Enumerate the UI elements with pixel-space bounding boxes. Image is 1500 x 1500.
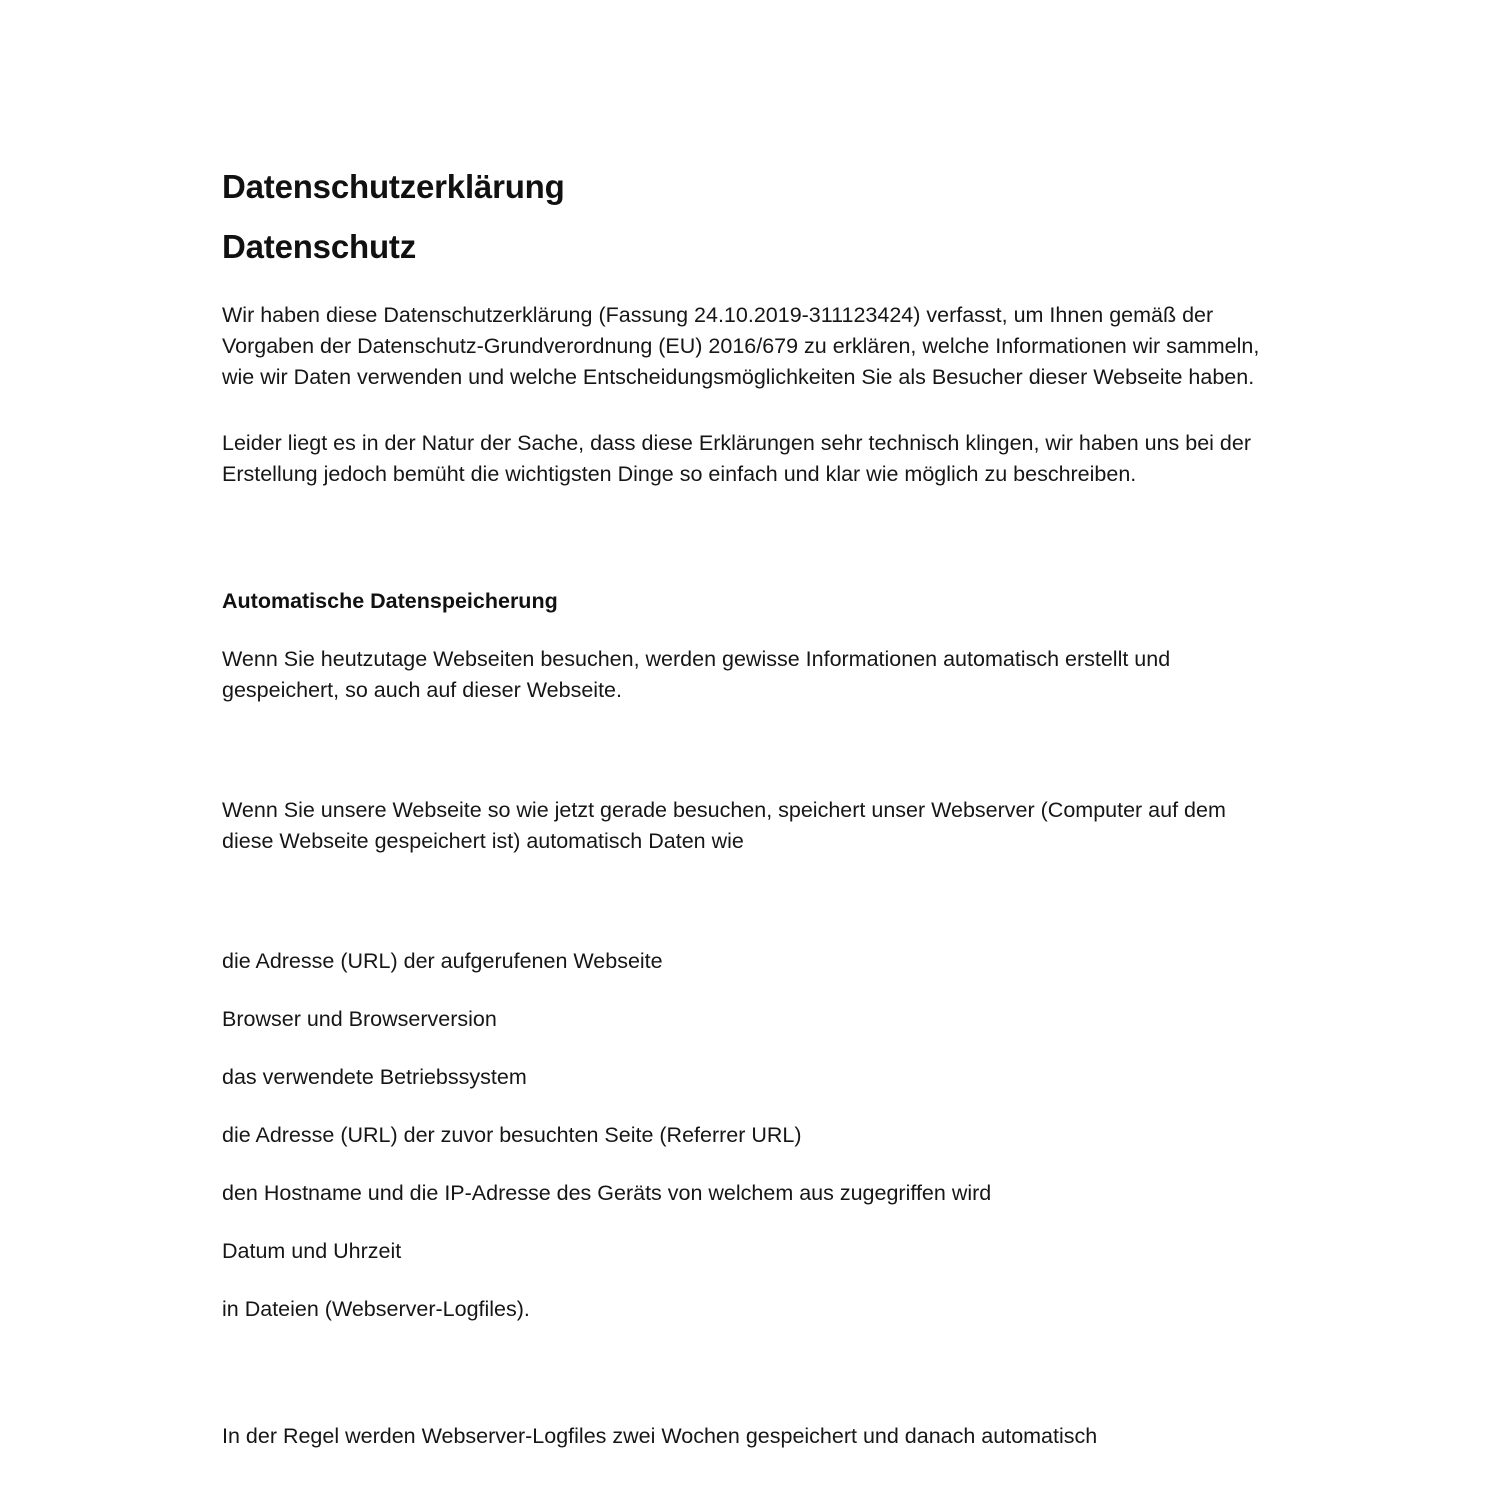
section-paragraph-auto-storage: Wenn Sie heutzutage Webseiten besuchen, werden gewisse Informationen automatisch erstellt und gespeichert, so auch auf dieser Webseite. [222, 647, 1171, 702]
document-subtitle: Datenschutz [222, 228, 416, 265]
section-paragraph-webserver: Wenn Sie unsere Webseite so wie jetzt gerade besuchen, speichert unser Webserver (Computer auf dem diese Webseite gespeichert ist) automatisch Daten wie [222, 798, 1226, 853]
list-item-referrer: die Adresse (URL) der zuvor besuchten Seite (Referrer URL) [222, 1123, 802, 1147]
list-item-url: die Adresse (URL) der aufgerufenen Webseite [222, 949, 663, 973]
section-heading-automatische-datenspeicherung: Automatische Datenspeicherung [222, 589, 558, 613]
document-content [222, 0, 1274, 1452]
intro-paragraph-version: Wir haben diese Datenschutzerklärung (Fassung 24.10.2019-311123424) verfasst, um Ihnen gemäß der Vorgaben der Datenschutz-Grundverordnung (EU) 2016/679 zu erklären, welche Informationen wir sammeln, wie wir Daten verwenden und welche Entscheidungsmöglichkeiten Sie als Besucher dieser Webseite haben. [222, 303, 1260, 389]
intro-paragraph-disclaimer: Leider liegt es in der Natur der Sache, dass diese Erklärungen sehr technisch klingen, wir haben uns bei der Erstellung jedoch bemüht die wichtigsten Dinge so einfach und klar wie möglich zu beschreiben. [222, 431, 1252, 486]
list-item-logfiles: in Dateien (Webserver-Logfiles). [222, 1297, 530, 1321]
list-item-browser: Browser und Browserversion [222, 1007, 497, 1031]
closing-paragraph-retention: In der Regel werden Webserver-Logfiles zwei Wochen gespeichert und danach automatisch [222, 1424, 1098, 1448]
list-item-datetime: Datum und Uhrzeit [222, 1239, 402, 1263]
list-item-os: das verwendete Betriebssystem [222, 1065, 527, 1089]
list-item-hostname-ip: den Hostname und die IP-Adresse des Geräts von welchem aus zugegriffen wird [222, 1181, 992, 1205]
document-title: Datenschutzerklärung [222, 168, 565, 205]
logged-data-list [222, 946, 1274, 1325]
